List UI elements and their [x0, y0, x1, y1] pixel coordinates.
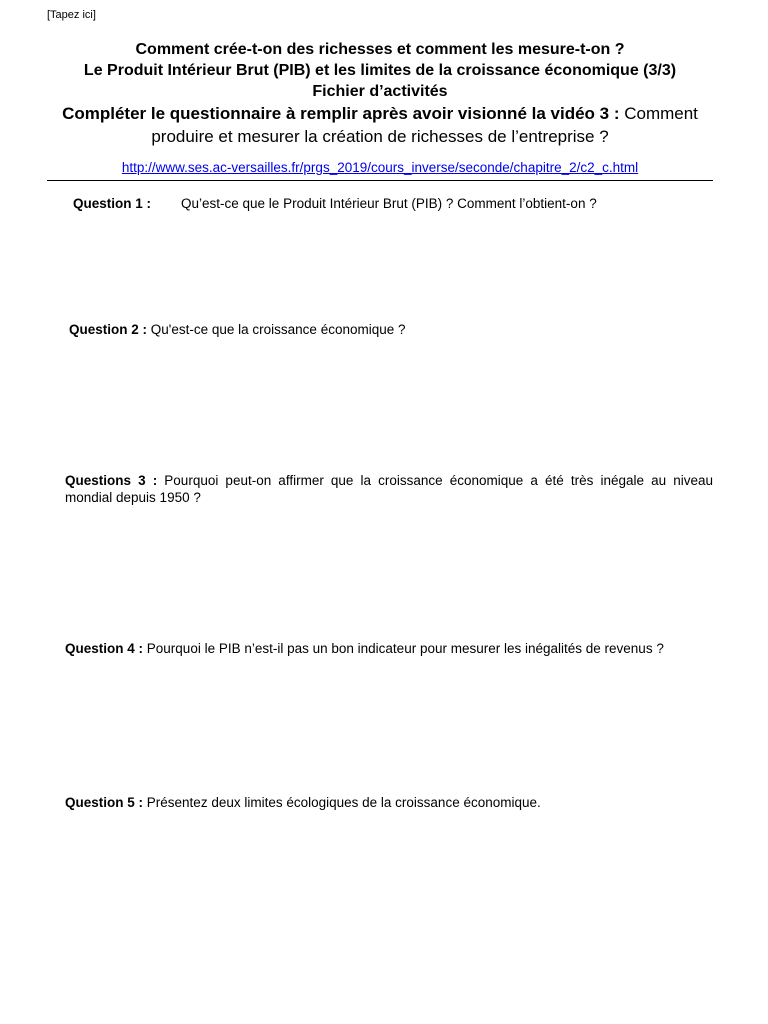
question-2-label: Question 2 : [69, 322, 148, 337]
question-3 [65, 472, 713, 506]
subtitle: Le Produit Intérieur Brut (PIB) et les limites de la croissance économique (3/3) [83, 62, 677, 79]
question-4 [65, 640, 713, 657]
question-1-label: Question 1 : [73, 196, 152, 211]
question-5-label: Question 5 : [65, 795, 144, 810]
activity-file-title: Fichier d’activités [312, 83, 448, 100]
question-3-text: Pourquoi peut-on affirmer que la croissance économique a été très inégale au niveau mondial depuis 1950 ? [65, 473, 713, 505]
question-5 [65, 794, 713, 811]
header-placeholder[interactable]: [Tapez ici] [47, 9, 96, 21]
question-1 [73, 195, 713, 212]
video-link[interactable]: http://www.ses.ac-versailles.fr/prgs_2019/cours_inverse/seconde/chapitre_2/c2_c.html [121, 160, 639, 175]
question-4-label: Question 4 : [65, 641, 144, 656]
question-5-text: Présentez deux limites écologiques de la croissance économique. [146, 795, 541, 810]
header-divider [47, 180, 713, 181]
video-link-container [47, 160, 713, 175]
question-2 [69, 321, 713, 338]
main-title: Comment crée-t-on des richesses et comment les mesure-t-on ? [135, 41, 625, 58]
document-titles [47, 39, 713, 148]
question-4-text: Pourquoi le PIB n’est-il pas un bon indicateur pour mesurer les inégalités de revenus ? [146, 641, 664, 656]
instruction [47, 102, 713, 148]
question-1-text: Qu’est-ce que le Produit Intérieur Brut (PIB) ? Comment l’obtient-on ? [181, 196, 597, 211]
question-3-label: Questions 3 : [65, 473, 158, 488]
question-2-text: Qu'est-ce que la croissance économique ? [150, 322, 406, 337]
instruction-bold: Compléter le questionnaire à remplir après avoir visionné la vidéo 3 : [62, 104, 620, 123]
instruction-rest: Comment produire et mesurer la création de richesses de l’entreprise ? [151, 104, 698, 146]
